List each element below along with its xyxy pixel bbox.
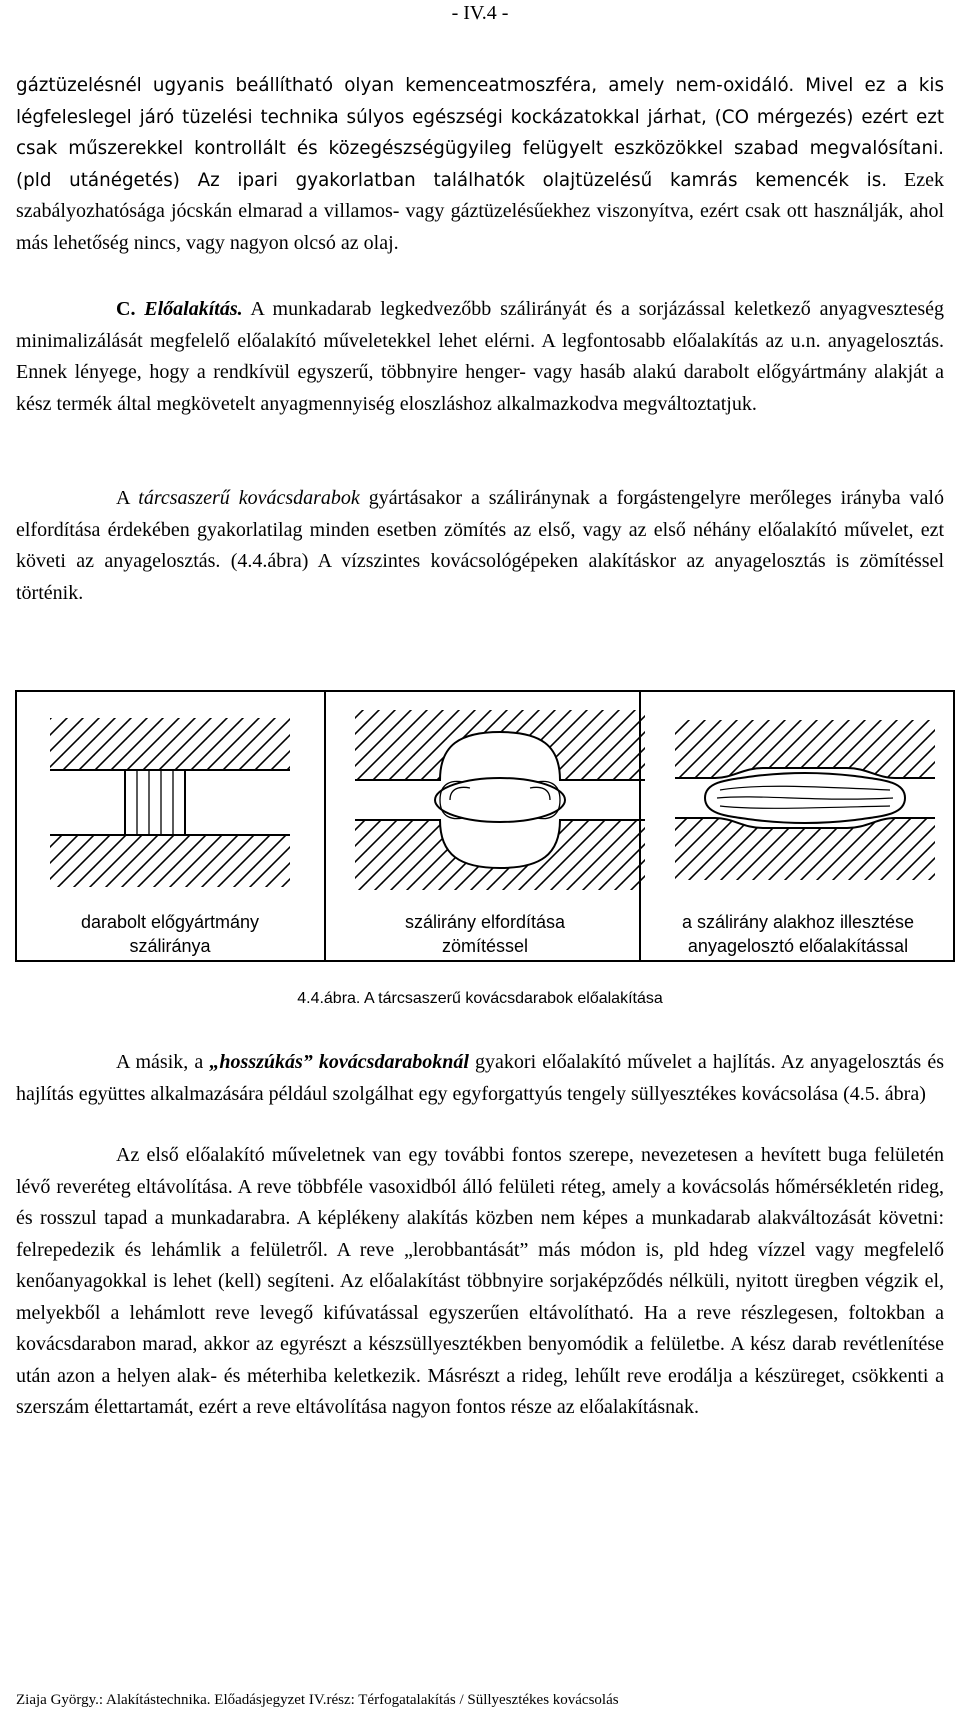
- section-c-prefix: C.: [116, 298, 145, 320]
- paragraph-elongated-emph: „hosszúkás” kovácsdaraboknál: [209, 1051, 469, 1073]
- paragraph-elongated-text-a: A másik, a: [116, 1051, 210, 1073]
- panel-3-caption-line1: a szálirány alakhoz illesztése: [681, 912, 915, 932]
- panel-1-caption: [15, 910, 325, 962]
- paragraph-disc-forgings-emph: tárcsaszerű kovácsdarabok: [138, 487, 360, 509]
- figure-4-4: [15, 690, 955, 962]
- paragraph-elongated-text-b: gyakori előalakító művelet a hajlítás. Az anyagelosztás és hajlítás együttes alkalmazására például szolgálhat egy egyforgattyús tengely süllyesztékes kovácsolása (4.5. ábra): [16, 1051, 944, 1105]
- paragraph-elongated-forgings: [16, 1047, 944, 1110]
- paragraph-furnace-text-a: gáztüzelésnél ugyanis beállítható olyan kemenceatmoszféra, amely nem-oxidáló. Mivel ez a kis légfeleslegel járó tüzelési technika súlyos egészségi kockázatokkal járhat, (CO mérgezés) ezért ezt csak műszerekkel kontrollált és közegészségügyileg felügyelt eszközökkel szabad megvalósítani. (pld utánégetés) Az ipari gyakorlatban találhatók olajtüzelésű kamrás kemencék is.: [16, 75, 944, 191]
- paragraph-furnace-text-b: Ezek szabályozhatósága jócskán elmarad a villamos- vagy gáztüzelésűekhez viszonyítva, ezért csak ott használják, ahol más lehetőség nincs, vagy nagyon olcsó az olaj.: [16, 168, 944, 254]
- section-c-paragraph: [16, 294, 944, 420]
- panel-1-drawing: [50, 718, 290, 887]
- panel-1-caption-line2: száliránya: [129, 936, 211, 956]
- footer: Ziaja György.: Alakítástechnika. Előadásjegyzet IV.rész: Térfogatalakítás / Süllyesztékes kovácsolás: [16, 1692, 619, 1708]
- panel-3-drawing: [675, 720, 935, 880]
- panel-1-caption-line1: darabolt előgyártmány: [80, 912, 260, 932]
- paragraph-scale-removal: Az első előalakító műveletnek van egy további fontos szerepe, nevezetesen a hevített buga felületén lévő reveréteg eltávolítása. A reve többféle vasoxidból álló felületi réteg, amely a kovácsolás hőmérsékletén rideg, és rosszul tapad a munkadarabra. A képlékeny alakítás közben nem képes a munkadarab alakváltozását követni: felrepedezik és lehámlik a felületről. A reve „lerobbantását” más módon is, pld hdeg vízzel vagy megfelelő kenőanyagokkal is lehet (kell) segíteni. Az előalakítást többnyire sorjaképződés nélküli, nyitott üregben végzik el, melyekből a lehámlott reve levegő kifúvatással egyszerűen eltávolítható. Ha a reve részlegesen, foltokban a kovácsdarabon marad, akkor az egyrészt a készsüllyesztékben benyomódik a felületbe. A kész darab revétlenítése után azon a helyen alak- és méterhiba keletkezik. Másrészt a rideg, lehűlt reve erodálja a készüreget, csökkenti a szerszám élettartamát, ezért a reve eltávolítása nagyon fontos része az előalakításnak.: [16, 1144, 944, 1418]
- panel-2-caption: [330, 910, 640, 962]
- section-c-text: A munkadarab legkedvezőbb szálirányát és a sorjázással keletkező anyagveszteség minimalizálását megfelelő előalakító műveletekkel lehet elérni. A legfontosabb előalakítás az u.n. anyagelosztás. Ennek lényege, hogy a rendkívül egyszerű, többnyire henger- vagy hasáb alakú darabolt előgyártmány alakját a kész termék által megkövetelt anyagmennyiség eloszláshoz alkalmazkodva megváltoztatjuk.: [16, 298, 944, 415]
- paragraph-disc-forgings-text-a: A: [116, 487, 139, 509]
- page-number: - IV.4 -: [451, 2, 509, 24]
- figure-caption: 4.4.ábra. A tárcsaszerű kovácsdarabok előalakítása: [297, 990, 663, 1007]
- panel-2-caption-line2: zömítéssel: [441, 936, 529, 956]
- paragraph-furnace: [16, 70, 944, 259]
- panel-3-caption-line2: anyagelosztó előalakítással: [687, 936, 909, 956]
- panel-2-caption-line1: szálirány elfordítása: [404, 912, 566, 932]
- panel-2-drawing: [355, 710, 645, 890]
- paragraph-disc-forgings-text-b: gyártásakor a száliránynak a forgástengelyre merőleges irányba való elfordítása érdekében gyakorlatilag minden esetben zömítés az első, vagy az első néhány előalakító művelet, ezt követi az anyagelosztás. (4.4.ábra) A vízszintes kovácsológépeken alakításkor az anyagelosztás is zömítéssel történik.: [16, 487, 944, 604]
- panel-3-caption: [643, 910, 953, 962]
- section-c-heading: Előalakítás.: [144, 298, 243, 320]
- paragraph-disc-forgings: [16, 483, 944, 609]
